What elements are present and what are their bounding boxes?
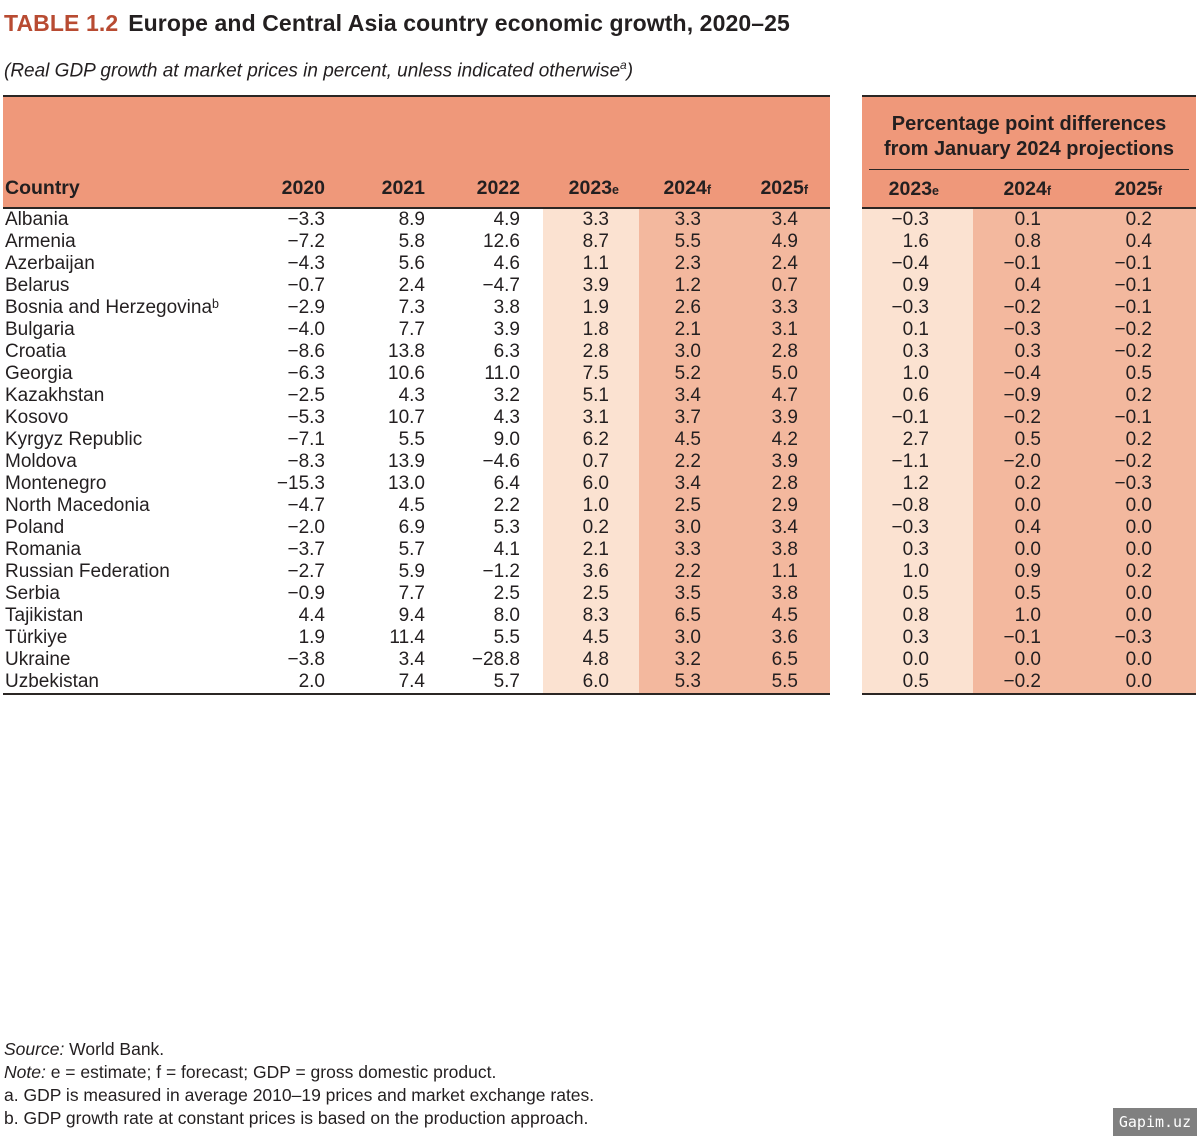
value-cell: 3.4	[639, 473, 737, 495]
table-row	[862, 517, 1196, 539]
diff-cell: −0.4	[862, 253, 973, 275]
value-cell: 3.0	[639, 517, 737, 539]
table-row	[862, 495, 1196, 517]
table-row	[862, 627, 1196, 649]
table-row	[862, 649, 1196, 671]
country-column-header: Country	[5, 177, 80, 199]
diff-cell: −0.1	[1085, 253, 1196, 275]
subtitle-suffix: )	[626, 60, 634, 82]
value-cell: 9.4	[398, 605, 425, 626]
value-cell: 2.4	[398, 275, 425, 296]
value-cell: 4.6	[493, 253, 520, 274]
diff-cell: 0.0	[1085, 583, 1196, 605]
value-cell: 1.8	[543, 319, 639, 341]
value-cell: 7.4	[398, 671, 425, 692]
growth-table-header	[3, 95, 830, 209]
year-header: 2025 f	[1114, 178, 1162, 200]
table-row	[3, 407, 830, 429]
diff-cell: −0.2	[1085, 451, 1196, 473]
table-number-label: TABLE 1.2	[4, 10, 119, 36]
value-cell: 0.2	[543, 517, 639, 539]
value-cell: 7.7	[398, 319, 425, 340]
value-cell: 1.2	[639, 275, 737, 297]
value-cell: 1.1	[543, 253, 639, 275]
value-cell: −4.6	[482, 451, 520, 472]
table-row	[3, 319, 830, 341]
diff-cell: 0.8	[973, 231, 1085, 253]
value-cell: 5.5	[493, 627, 520, 648]
diff-cell: −2.0	[973, 451, 1085, 473]
table-row	[3, 451, 830, 473]
value-cell: 6.2	[543, 429, 639, 451]
diff-cell: 0.0	[1085, 649, 1196, 671]
diff-cell: 0.0	[1085, 539, 1196, 561]
value-cell: −1.2	[482, 561, 520, 582]
value-cell: 3.6	[543, 561, 639, 583]
value-cell: 5.3	[639, 671, 737, 693]
footnotes-block	[4, 1038, 594, 1130]
value-cell: 3.6	[737, 627, 830, 649]
diff-cell: 0.2	[1085, 429, 1196, 451]
value-cell: 5.7	[493, 671, 520, 692]
value-cell: 3.9	[543, 275, 639, 297]
diff-cell: 0.0	[862, 649, 973, 671]
value-cell: 3.3	[639, 209, 737, 231]
diff-cell: 0.6	[862, 385, 973, 407]
value-cell: 3.4	[737, 517, 830, 539]
diff-cell: 0.9	[862, 275, 973, 297]
country-cell: Russian Federation	[5, 561, 170, 582]
year-header: 2022	[476, 177, 520, 199]
diff-cell: −0.9	[973, 385, 1085, 407]
value-cell: 1.0	[543, 495, 639, 517]
diff-cell: −1.1	[862, 451, 973, 473]
value-cell: 3.4	[398, 649, 425, 670]
diff-cell: 0.0	[973, 539, 1085, 561]
diff-cell: 0.9	[973, 561, 1085, 583]
table-row	[3, 517, 830, 539]
diff-cell: −0.2	[1085, 319, 1196, 341]
value-cell: 6.4	[493, 473, 520, 494]
value-cell: 6.5	[639, 605, 737, 627]
value-cell: 5.5	[398, 429, 425, 450]
table-row	[862, 407, 1196, 429]
table-row	[3, 297, 830, 319]
diff-cell: 0.0	[1085, 517, 1196, 539]
value-cell: 3.4	[639, 385, 737, 407]
value-cell: 4.9	[493, 209, 520, 230]
value-cell: 5.7	[398, 539, 425, 560]
footnote-line: Note: e = estimate; f = forecast; GDP = gross domestic product.	[4, 1062, 497, 1082]
year-header: 2023 e	[888, 178, 939, 200]
value-cell: −15.3	[276, 473, 325, 494]
differences-table-body	[862, 209, 1196, 693]
differences-table-title: Percentage point differences from January 2024 projections	[883, 113, 1175, 160]
table-row	[3, 473, 830, 495]
table-row	[3, 231, 830, 253]
country-cell: Ukraine	[5, 649, 71, 670]
value-cell: 2.2	[639, 451, 737, 473]
value-cell: 10.6	[388, 363, 425, 384]
diff-cell: −0.3	[1085, 473, 1196, 495]
value-cell: 7.3	[398, 297, 425, 318]
value-cell: 0.7	[737, 275, 830, 297]
value-cell: 2.2	[493, 495, 520, 516]
value-cell: 7.7	[398, 583, 425, 604]
value-cell: 3.9	[737, 451, 830, 473]
value-cell: 6.9	[398, 517, 425, 538]
country-cell: North Macedonia	[5, 495, 150, 516]
value-cell: 4.9	[737, 231, 830, 253]
value-cell: −7.1	[287, 429, 325, 450]
value-cell: −3.3	[287, 209, 325, 230]
diff-cell: 0.0	[1085, 605, 1196, 627]
country-cell: Kosovo	[5, 407, 69, 428]
diff-cell: −0.2	[973, 297, 1085, 319]
year-header: 2020	[281, 177, 325, 199]
value-cell: 3.1	[737, 319, 830, 341]
diff-cell: 0.3	[862, 539, 973, 561]
diff-cell: 0.0	[1085, 671, 1196, 693]
table-row	[862, 341, 1196, 363]
value-cell: 3.2	[639, 649, 737, 671]
country-cell: Montenegro	[5, 473, 107, 494]
table-row	[3, 539, 830, 561]
subtitle-superscript: a	[620, 58, 627, 72]
diff-cell: 0.2	[1085, 561, 1196, 583]
diff-cell: 0.0	[973, 649, 1085, 671]
value-cell: 6.3	[493, 341, 520, 362]
country-cell: Türkiye	[5, 627, 68, 648]
value-cell: 8.3	[543, 605, 639, 627]
country-cell: Armenia	[5, 231, 76, 252]
diff-cell: −0.1	[1085, 297, 1196, 319]
table-row	[862, 671, 1196, 693]
table-row	[862, 253, 1196, 275]
watermark-badge: Gapim.uz	[1113, 1108, 1197, 1136]
value-cell: 4.1	[493, 539, 520, 560]
table-row	[862, 429, 1196, 451]
value-cell: 9.0	[493, 429, 520, 450]
table-row	[862, 231, 1196, 253]
value-cell: 0.7	[543, 451, 639, 473]
diff-cell: 0.4	[973, 517, 1085, 539]
value-cell: 2.9	[737, 495, 830, 517]
diff-cell: 0.0	[1085, 495, 1196, 517]
value-cell: 1.1	[737, 561, 830, 583]
value-cell: −2.5	[287, 385, 325, 406]
year-header: 2023 e	[568, 177, 619, 199]
year-header: 2021	[381, 177, 425, 199]
country-cell: Belarus	[5, 275, 70, 296]
value-cell: 8.7	[543, 231, 639, 253]
diff-cell: 0.5	[862, 671, 973, 693]
table-row	[862, 539, 1196, 561]
value-cell: 3.2	[493, 385, 520, 406]
table-row	[862, 451, 1196, 473]
value-cell: −5.3	[287, 407, 325, 428]
table-subtitle	[4, 58, 633, 82]
value-cell: −4.3	[287, 253, 325, 274]
table-row	[862, 605, 1196, 627]
table-row	[3, 649, 830, 671]
table-row	[3, 605, 830, 627]
table-title-text: Europe and Central Asia country economic growth, 2020–25	[128, 10, 790, 36]
country-cell: Tajikistan	[5, 605, 84, 626]
country-cell: Kyrgyz Republic	[5, 429, 143, 450]
country-cell: Azerbaijan	[5, 253, 95, 274]
diff-cell: 1.2	[862, 473, 973, 495]
country-cell: Bosnia and Herzegovina $^b$	[5, 296, 219, 318]
table-row	[862, 583, 1196, 605]
subtitle-text: (Real GDP growth at market prices in percent, unless indicated otherwise	[4, 60, 621, 82]
value-cell: 10.7	[388, 407, 425, 428]
growth-table	[3, 95, 830, 695]
diff-cell: 0.5	[973, 429, 1085, 451]
value-cell: 1.9	[543, 297, 639, 319]
table-row	[3, 583, 830, 605]
value-cell: 3.9	[493, 319, 520, 340]
value-cell: 2.6	[639, 297, 737, 319]
value-cell: −4.7	[482, 275, 520, 296]
diff-cell: 2.7	[862, 429, 973, 451]
diff-cell: 0.1	[862, 319, 973, 341]
diff-cell: −0.1	[1085, 275, 1196, 297]
table-row	[3, 385, 830, 407]
growth-table-header-row	[3, 97, 830, 209]
diff-cell: −0.2	[973, 671, 1085, 693]
country-cell: Poland	[5, 517, 65, 538]
value-cell: −3.7	[287, 539, 325, 560]
value-cell: −2.9	[287, 297, 325, 318]
value-cell: 2.3	[639, 253, 737, 275]
year-header: 2025 f	[760, 177, 808, 199]
table-row	[3, 627, 830, 649]
diff-cell: 0.8	[862, 605, 973, 627]
diff-cell: 0.3	[862, 627, 973, 649]
value-cell: 3.5	[639, 583, 737, 605]
table-row	[3, 561, 830, 583]
value-cell: 13.0	[388, 473, 425, 494]
value-cell: 4.3	[493, 407, 520, 428]
value-cell: 2.5	[493, 583, 520, 604]
value-cell: 11.4	[389, 627, 425, 648]
table-row	[862, 319, 1196, 341]
diff-cell: −0.2	[1085, 341, 1196, 363]
value-cell: 2.1	[639, 319, 737, 341]
table-row	[3, 275, 830, 297]
value-cell: 3.9	[737, 407, 830, 429]
value-cell: −4.7	[287, 495, 325, 516]
value-cell: 2.0	[298, 671, 325, 692]
diff-cell: 0.5	[1085, 363, 1196, 385]
value-cell: 1.9	[298, 627, 325, 648]
diff-cell: −0.2	[973, 407, 1085, 429]
value-cell: 5.3	[493, 517, 520, 538]
value-cell: 5.5	[737, 671, 830, 693]
differences-table	[862, 95, 1196, 695]
value-cell: 4.4	[298, 605, 325, 626]
value-cell: 3.1	[543, 407, 639, 429]
value-cell: 5.0	[737, 363, 830, 385]
diff-cell: 0.3	[862, 341, 973, 363]
value-cell: −3.8	[287, 649, 325, 670]
diff-cell: −0.3	[862, 209, 973, 231]
table-row	[862, 473, 1196, 495]
country-cell: Moldova	[5, 451, 77, 472]
value-cell: 11.0	[484, 363, 520, 384]
value-cell: 2.5	[639, 495, 737, 517]
diff-cell: 0.0	[973, 495, 1085, 517]
value-cell: 2.8	[737, 473, 830, 495]
table-row	[3, 429, 830, 451]
country-cell: Romania	[5, 539, 82, 560]
value-cell: 4.5	[398, 495, 425, 516]
table-row	[3, 209, 830, 231]
value-cell: 5.5	[639, 231, 737, 253]
diff-cell: −0.1	[973, 627, 1085, 649]
diff-cell: 1.0	[862, 561, 973, 583]
value-cell: 3.3	[543, 209, 639, 231]
diff-cell: −0.3	[973, 319, 1085, 341]
table-row	[862, 297, 1196, 319]
diff-cell: 0.5	[973, 583, 1085, 605]
value-cell: 6.0	[543, 473, 639, 495]
value-cell: 3.8	[493, 297, 520, 318]
diff-cell: −0.4	[973, 363, 1085, 385]
footnote-line: Source: World Bank.	[4, 1039, 165, 1059]
value-cell: 3.0	[639, 341, 737, 363]
value-cell: 2.2	[639, 561, 737, 583]
value-cell: 13.8	[388, 341, 425, 362]
value-cell: 6.0	[543, 671, 639, 693]
value-cell: 4.3	[398, 385, 425, 406]
value-cell: −6.3	[287, 363, 325, 384]
footnote-line: b. GDP growth rate at constant prices is based on the production approach.	[4, 1108, 589, 1128]
differences-table-header	[862, 95, 1196, 209]
value-cell: 7.5	[543, 363, 639, 385]
growth-table-body	[3, 209, 830, 693]
country-cell: Kazakhstan	[5, 385, 105, 406]
country-cell: Uzbekistan	[5, 671, 99, 692]
diff-cell: −0.3	[1085, 627, 1196, 649]
value-cell: 5.1	[543, 385, 639, 407]
table-row	[862, 561, 1196, 583]
value-cell: 4.7	[737, 385, 830, 407]
diff-cell: 1.0	[973, 605, 1085, 627]
value-cell: 8.9	[398, 209, 425, 230]
value-cell: 3.3	[639, 539, 737, 561]
diff-cell: 0.5	[862, 583, 973, 605]
value-cell: 2.4	[737, 253, 830, 275]
table-row	[3, 671, 830, 693]
table-row	[862, 209, 1196, 231]
value-cell: −4.0	[287, 319, 325, 340]
diff-cell: −0.1	[862, 407, 973, 429]
value-cell: 4.8	[543, 649, 639, 671]
country-cell: Bulgaria	[5, 319, 75, 340]
value-cell: 5.2	[639, 363, 737, 385]
table-row	[3, 341, 830, 363]
value-cell: 5.6	[398, 253, 425, 274]
value-cell: −0.7	[287, 275, 325, 296]
value-cell: −8.6	[287, 341, 325, 362]
diff-cell: 0.3	[973, 341, 1085, 363]
value-cell: −2.0	[287, 517, 325, 538]
value-cell: 3.8	[737, 539, 830, 561]
diff-cell: −0.3	[862, 297, 973, 319]
table-row	[3, 363, 830, 385]
value-cell: 8.0	[493, 605, 520, 626]
value-cell: 13.9	[388, 451, 425, 472]
value-cell: 5.9	[398, 561, 425, 582]
table-row	[3, 253, 830, 275]
value-cell: 2.1	[543, 539, 639, 561]
value-cell: −8.3	[287, 451, 325, 472]
value-cell: 4.5	[639, 429, 737, 451]
page-title	[4, 10, 790, 37]
value-cell: 2.5	[543, 583, 639, 605]
diff-cell: 0.2	[1085, 385, 1196, 407]
value-cell: 3.7	[639, 407, 737, 429]
country-cell: Georgia	[5, 363, 73, 384]
diff-cell: 0.4	[973, 275, 1085, 297]
diff-cell: 0.4	[1085, 231, 1196, 253]
value-cell: 4.2	[737, 429, 830, 451]
value-cell: −2.7	[287, 561, 325, 582]
value-cell: 4.5	[543, 627, 639, 649]
table-row	[3, 495, 830, 517]
differences-table-header-row	[862, 170, 1196, 210]
table-row	[862, 363, 1196, 385]
year-header: 2024 f	[663, 177, 711, 199]
value-cell: 2.8	[543, 341, 639, 363]
diff-cell: 0.2	[1085, 209, 1196, 231]
country-cell: Albania	[5, 209, 69, 230]
value-cell: 3.4	[737, 209, 830, 231]
diff-cell: 1.6	[862, 231, 973, 253]
diff-cell: −0.8	[862, 495, 973, 517]
value-cell: 3.0	[639, 627, 737, 649]
value-cell: 12.6	[483, 231, 520, 252]
country-cell: Croatia	[5, 341, 67, 362]
diff-cell: −0.1	[1085, 407, 1196, 429]
diff-cell: 0.2	[973, 473, 1085, 495]
value-cell: 5.8	[398, 231, 425, 252]
diff-cell: −0.3	[862, 517, 973, 539]
diff-cell: 0.1	[973, 209, 1085, 231]
value-cell: −7.2	[287, 231, 325, 252]
diff-cell: −0.1	[973, 253, 1085, 275]
value-cell: −0.9	[287, 583, 325, 604]
table-row	[862, 275, 1196, 297]
value-cell: 4.5	[737, 605, 830, 627]
diff-cell: 1.0	[862, 363, 973, 385]
value-cell: 3.3	[737, 297, 830, 319]
footnote-line: a. GDP is measured in average 2010–19 prices and market exchange rates.	[4, 1085, 595, 1105]
value-cell: 3.8	[737, 583, 830, 605]
value-cell: 2.8	[737, 341, 830, 363]
year-header: 2024 f	[1003, 178, 1051, 200]
value-cell: 6.5	[737, 649, 830, 671]
table-row	[862, 385, 1196, 407]
value-cell: −28.8	[471, 649, 520, 670]
country-cell: Serbia	[5, 583, 60, 604]
